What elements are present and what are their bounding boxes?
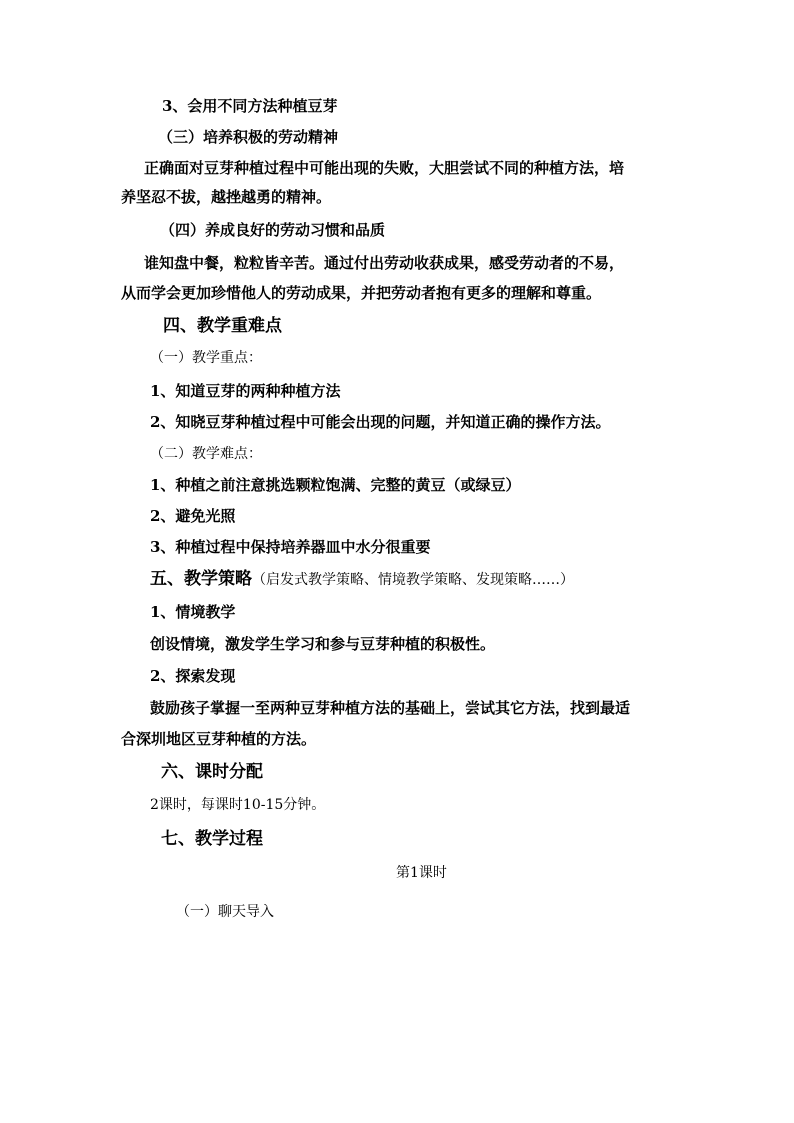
- difficult-points-label: （二）教学难点：: [150, 446, 262, 462]
- paragraph-line: 养坚忍不拔，越挫越勇的精神。: [121, 188, 332, 206]
- paragraph-line: 谁知盘中餐，粒粒皆辛苦。通过付出劳动收获成果，感受劳动者的不易，: [144, 254, 625, 272]
- lesson-part-title: （一）聊天导入: [176, 904, 274, 920]
- section-heading: 六、课时分配: [161, 762, 263, 782]
- list-item: 1、知道豆芽的两种种植方法: [150, 382, 341, 400]
- paragraph-line: 合深圳地区豆芽种植的方法。: [121, 730, 317, 748]
- goal-subsection4-title: （四）养成良好的劳动习惯和品质: [160, 221, 386, 239]
- paragraph-line: 从而学会更加珍惜他人的劳动成果，并把劳动者抱有更多的理解和尊重。: [121, 284, 602, 302]
- section-note: （启发式教学策略、情境教学策略、发现策略……）: [252, 572, 574, 588]
- list-item: 2、知晓豆芽种植过程中可能会出现的问题，并知道正确的操作方法。: [150, 413, 611, 431]
- strategy-body: 创设情境，激发学生学习和参与豆芽种植的积极性。: [150, 635, 496, 653]
- list-item: 1、种植之前注意挑选颗粒饱满、完整的黄豆（或绿豆）: [150, 476, 521, 494]
- paragraph-line: 正确面对豆芽种植过程中可能出现的失败，大胆尝试不同的种植方法，培: [144, 159, 625, 177]
- strategy-title: 1、情境教学: [150, 603, 236, 621]
- paragraph-line: 鼓励孩子掌握一至两种豆芽种植方法的基础上，尝试其它方法，找到最适: [150, 699, 631, 717]
- time-allocation: 2课时，每课时10-15分钟。: [150, 797, 326, 813]
- section-heading: 五、教学策略: [150, 569, 252, 589]
- goal-subsection3-title: （三）培养积极的劳动精神: [158, 128, 339, 146]
- goal3-item3: 3、会用不同方法种植豆芽: [162, 97, 338, 115]
- strategy-title: 2、探索发现: [150, 667, 236, 685]
- list-item: 3、种植过程中保持培养器皿中水分很重要: [150, 538, 431, 556]
- list-item: 2、避免光照: [150, 507, 236, 525]
- section-heading-row: [150, 571, 574, 588]
- lesson-title: 第1课时: [396, 865, 447, 881]
- key-points-label: （一）教学重点：: [150, 350, 262, 366]
- section-heading: 七、教学过程: [161, 829, 263, 849]
- section-heading: 四、教学重难点: [163, 316, 282, 336]
